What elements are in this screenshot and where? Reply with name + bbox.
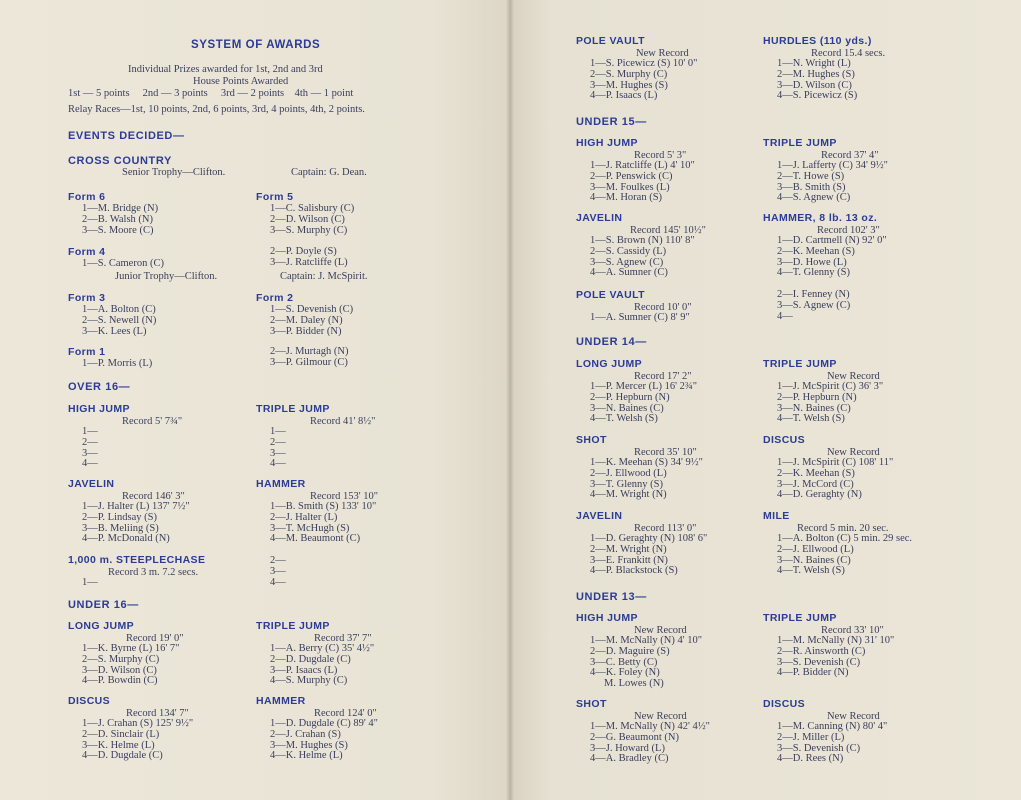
result-line: 4—K. Helme (L)	[270, 750, 343, 762]
points-line: 1st — 5 points 2nd — 3 points 3rd — 2 points 4th — 1 point	[68, 88, 354, 99]
relay-line: Relay Races—1st, 10 points, 2nd, 6 points, 3rd, 4 points, 4th, 2 points.	[68, 104, 365, 115]
event-name: SHOT	[576, 698, 607, 710]
result-line: 2—R. Ainsworth (C)	[777, 645, 866, 657]
cross-country-heading: CROSS COUNTRY	[68, 155, 172, 167]
event-record: Record 5' 3"	[634, 150, 687, 161]
u15-pole-vault-b	[763, 289, 850, 322]
u13-shot	[576, 698, 710, 765]
result-line: 4—M. Beaumont (C)	[270, 533, 361, 545]
result-line: 3—S. Moore (C)	[82, 224, 154, 236]
event-record: Record 102' 3"	[817, 225, 880, 236]
result-line: 1—A. Bolton (C)	[82, 304, 156, 315]
result-line: 1—M. Canning (N) 80' 4"	[777, 721, 888, 732]
junior-trophy: Junior Trophy—Clifton.	[115, 271, 218, 282]
result-line: 2—G. Beaumont (N)	[590, 731, 679, 743]
result-line: 3—J. Ratcliffe (L)	[270, 256, 348, 268]
result-line: 1—K. Meehan (S) 34' 9½"	[590, 457, 703, 468]
result-line: 3—P. Isaacs (L)	[270, 664, 338, 676]
events-decided-heading: EVENTS DECIDED—	[68, 130, 185, 142]
result-line: 4—	[270, 458, 286, 470]
result-line: 3—S. Devenish (C)	[777, 656, 861, 668]
result-line: 2—D. Maguire (S)	[590, 645, 670, 657]
form-label: Form 4	[68, 246, 106, 258]
result-line: 1—J. Ratcliffe (L) 4' 10"	[590, 160, 695, 171]
result-line: 4—D. Rees (N)	[777, 753, 844, 765]
result-line: 3—C. Betty (C)	[590, 656, 658, 668]
result-line: 2—K. Meehan (S)	[777, 245, 855, 257]
event-name: HAMMER	[256, 695, 306, 707]
result-line: 1—K. Byrne (L) 16' 7"	[82, 643, 180, 654]
result-line: 4—	[777, 310, 793, 322]
result-line: 2—J. Murtagh (N)	[270, 346, 349, 357]
intro-line: Individual Prizes awarded for 1st, 2nd and 3rd	[128, 64, 323, 75]
event-record: Record 113' 0"	[634, 523, 697, 534]
result-line: 4—A. Bradley (C)	[590, 753, 669, 765]
event-name: JAVELIN	[576, 510, 623, 522]
result-line: 2—M. Wright (N)	[590, 543, 667, 555]
u13-triple-jump	[763, 612, 894, 679]
over16-heading: OVER 16—	[68, 381, 131, 393]
event-name: LONG JUMP	[68, 620, 135, 632]
result-line: 1—	[82, 426, 98, 437]
u15-pole-vault	[576, 289, 692, 324]
result-line: 4—T. Welsh (S)	[777, 565, 845, 577]
form4b-block	[256, 246, 348, 269]
result-line: 3—K. Lees (L)	[82, 325, 147, 337]
result-line: 3—E. Frankitt (N)	[590, 554, 668, 566]
result-line: 3—N. Baines (C)	[777, 402, 851, 414]
form-label: Form 2	[256, 292, 294, 304]
result-line: 1—A. Bolton (C) 5 min. 29 sec.	[777, 533, 913, 544]
event-record: Record 153' 10"	[310, 491, 378, 502]
result-line: 1—S. Picewicz (S) 10' 0"	[590, 58, 698, 69]
form6-block	[68, 191, 158, 236]
u15-triple-jump	[763, 137, 888, 204]
result-line: 3—K. Helme (L)	[82, 739, 155, 751]
result-line: 1—S. Cameron (C)	[82, 258, 164, 269]
result-line: 3—N. Baines (C)	[590, 402, 664, 414]
result-line: 1—P. Morris (L)	[82, 358, 153, 369]
event-record: Record 41' 8½"	[310, 416, 376, 427]
u14-long-jump	[576, 358, 697, 425]
result-line: 2—P. Penswick (C)	[590, 170, 673, 182]
result-line: 1—S. Devenish (C)	[270, 304, 354, 315]
result-line: 2—P. Doyle (S)	[270, 246, 337, 257]
u16-hammer	[256, 695, 378, 762]
result-line: 2—I. Fenney (N)	[777, 289, 850, 300]
event-name: HIGH JUMP	[576, 137, 638, 149]
u14-discus	[763, 434, 893, 501]
result-line: 3—S. Agnew (C)	[590, 256, 664, 268]
result-line: 1—J. Crahan (S) 125' 9½"	[82, 718, 194, 729]
result-line: 2—J. Ellwood (L)	[590, 467, 667, 479]
result-line: 2—J. Miller (L)	[777, 731, 845, 743]
form5-block	[256, 191, 354, 236]
event-name: TRIPLE JUMP	[763, 358, 837, 370]
result-line: 3—J. McCord (C)	[777, 478, 854, 490]
u16-long-jump	[68, 620, 184, 687]
event-name: POLE VAULT	[576, 289, 645, 301]
result-line: 3—T. Glenny (S)	[590, 478, 664, 490]
event-name: HAMMER, 8 lb. 13 oz.	[763, 212, 878, 224]
event-record: Record 5' 7¾"	[122, 416, 183, 427]
result-line: 3—B. Smith (S)	[777, 181, 846, 193]
result-line: 1—D. Cartmell (N) 92' 0"	[777, 235, 887, 246]
result-line: 2—S. Murphy (C)	[82, 653, 160, 665]
event-record: Record 134' 7"	[126, 708, 189, 719]
result-line: 2—D. Sinclair (L)	[82, 728, 160, 740]
result-line: 1—A. Berry (C) 35' 4½"	[270, 643, 375, 654]
result-line: 4—S. Agnew (C)	[777, 192, 851, 204]
house-points-line: House Points Awarded	[193, 76, 289, 87]
result-line: 2—B. Walsh (N)	[82, 213, 153, 225]
result-line: 2—K. Meehan (S)	[777, 467, 855, 479]
junior-captain: Captain: J. McSpirit.	[280, 271, 368, 282]
form-label: Form 3	[68, 292, 106, 304]
o16-high-jump	[68, 403, 182, 470]
under14-heading: UNDER 14—	[576, 336, 647, 348]
event-name: HURDLES (110 yds.)	[763, 35, 872, 47]
result-line: 2—D. Wilson (C)	[270, 213, 345, 225]
result-line: 4—S. Murphy (C)	[270, 675, 348, 687]
event-name: LONG JUMP	[576, 358, 643, 370]
result-line: 2—	[270, 436, 286, 448]
event-name: DISCUS	[68, 695, 111, 707]
result-line: 4—A. Sumner (C)	[590, 267, 668, 279]
result-line: 1—A. Sumner (C) 8' 9"	[590, 312, 690, 323]
result-line: 4—P. McDonald (N)	[82, 533, 170, 545]
left-page	[0, 0, 510, 800]
event-name: HAMMER	[256, 478, 306, 490]
result-line: 4—S. Picewicz (S)	[777, 90, 858, 102]
result-line: 1—J. McSpirit (C) 36' 3"	[777, 381, 884, 392]
event-record: Record 146' 3"	[122, 491, 185, 502]
result-line: 1—	[270, 426, 286, 437]
event-name: SHOT	[576, 434, 607, 446]
result-line: 1—J. McSpirit (C) 108' 11"	[777, 457, 894, 468]
event-record: New Record	[634, 625, 687, 636]
result-line: 3—	[270, 565, 286, 577]
event-record: Record 33' 10"	[821, 625, 884, 636]
result-line: 4—T. Welsh (S)	[777, 413, 845, 425]
result-line: 3—M. Hughes (S)	[270, 739, 348, 751]
result-line: 1—D. Geraghty (N) 108' 6"	[590, 533, 708, 544]
result-line: 1—S. Brown (N) 110' 8"	[590, 235, 695, 246]
result-line: 4—P. Isaacs (L)	[590, 90, 658, 102]
event-record: Record 3 m. 7.2 secs.	[108, 567, 199, 578]
result-line: 2—P. Hepburn (N)	[590, 391, 670, 403]
result-line: 4—P. Bidder (N)	[777, 667, 849, 679]
result-line: 2—D. Dugdale (C)	[270, 653, 351, 665]
awards-title: SYSTEM OF AWARDS	[191, 39, 321, 51]
page-gutter	[506, 0, 514, 800]
result-line: 3—	[270, 447, 286, 459]
event-record: New Record	[827, 711, 880, 722]
under15-heading: UNDER 15—	[576, 116, 647, 128]
u16-triple-jump	[256, 620, 374, 687]
event-record: Record 5 min. 20 sec.	[797, 523, 889, 534]
event-name: JAVELIN	[576, 212, 623, 224]
result-line: 1—M. McNally (N) 31' 10"	[777, 635, 895, 646]
result-line: 1—M. McNally (N) 42' 4½"	[590, 721, 710, 732]
u15-hammer	[763, 212, 887, 279]
result-line: 3—S. Murphy (C)	[270, 224, 348, 236]
event-name: HIGH JUMP	[68, 403, 130, 415]
under13-heading: UNDER 13—	[576, 591, 647, 603]
event-record: Record 10' 0"	[634, 302, 692, 313]
right-page	[510, 0, 1021, 800]
event-name: POLE VAULT	[576, 35, 645, 47]
event-name: DISCUS	[763, 434, 806, 446]
o16-steeplechase-b	[256, 554, 286, 588]
event-name: TRIPLE JUMP	[763, 612, 837, 624]
o16-javelin	[68, 478, 190, 545]
result-line: 3—D. Howe (L)	[777, 256, 847, 268]
u14-javelin	[576, 510, 707, 577]
o16-hurdles	[763, 35, 885, 102]
form1b-block	[256, 346, 348, 369]
result-line: 4—P. Blackstock (S)	[590, 565, 678, 577]
event-record: Record 35' 10"	[634, 447, 697, 458]
event-record: New Record	[636, 48, 689, 59]
event-name: HIGH JUMP	[576, 612, 638, 624]
result-line: 4—T. Welsh (S)	[590, 413, 658, 425]
form4-block	[68, 246, 164, 270]
u15-javelin	[576, 212, 706, 279]
event-name: DISCUS	[763, 698, 806, 710]
event-record: Record 15.4 secs.	[811, 48, 886, 59]
event-name: MILE	[763, 510, 790, 522]
result-line: 4—K. Foley (N)	[590, 667, 660, 679]
result-line: 2—S. Murphy (C)	[590, 68, 668, 80]
result-line: 3—D. Wilson (C)	[82, 664, 157, 676]
o16-steeplechase	[68, 554, 205, 589]
event-record: Record 19' 0"	[126, 633, 184, 644]
result-line: 2—T. Howe (S)	[777, 170, 845, 182]
result-line: 2—P. Lindsay (S)	[82, 511, 157, 523]
result-line: 4—D. Dugdale (C)	[82, 750, 163, 762]
result-line: 2—S. Cassidy (L)	[590, 245, 667, 257]
result-line: 3—M. Hughes (S)	[590, 79, 668, 91]
result-line: M. Lowes (N)	[604, 678, 664, 690]
form1-block	[68, 346, 152, 370]
result-line: 1—J. Lafferty (C) 34' 9½"	[777, 160, 888, 171]
result-line: 4—D. Geraghty (N)	[777, 489, 862, 501]
senior-captain: Captain: G. Dean.	[291, 167, 367, 178]
event-record: Record 37' 7"	[314, 633, 372, 644]
result-line: 3—S. Devenish (C)	[777, 742, 861, 754]
result-line: 2—M. Daley (N)	[270, 314, 343, 326]
result-line: 3—T. McHugh (S)	[270, 522, 350, 534]
form-label: Form 1	[68, 346, 106, 358]
form2-block	[256, 292, 353, 337]
event-record: Record 37' 4"	[821, 150, 879, 161]
o16-triple-jump	[256, 403, 375, 470]
senior-trophy: Senior Trophy—Clifton.	[122, 167, 226, 178]
result-line: 4—T. Glenny (S)	[777, 267, 851, 279]
result-line: 3—J. Howard (L)	[590, 742, 665, 754]
form-label: Form 6	[68, 191, 106, 203]
result-line: 2—J. Crahan (S)	[270, 728, 341, 740]
event-name: 1,000 m. STEEPLECHASE	[68, 554, 206, 566]
event-record: New Record	[827, 447, 880, 458]
result-line: 1—M. Bridge (N)	[82, 203, 159, 214]
result-line: 3—N. Baines (C)	[777, 554, 851, 566]
u14-triple-jump	[763, 358, 883, 425]
result-line: 3—B. Meliing (S)	[82, 522, 159, 534]
result-line: 3—	[82, 447, 98, 459]
u15-high-jump	[576, 137, 695, 204]
u16-discus	[68, 695, 193, 762]
event-record: Record 124' 0"	[314, 708, 377, 719]
under16-heading: UNDER 16—	[68, 599, 139, 611]
u13-high-jump	[576, 612, 702, 690]
result-line: 2—J. Halter (L)	[270, 511, 338, 523]
event-name: TRIPLE JUMP	[763, 137, 837, 149]
result-line: 2—S. Newell (N)	[82, 314, 157, 326]
event-record: Record 145' 10½"	[630, 225, 706, 236]
result-line: 4—P. Bowdin (C)	[82, 675, 158, 687]
u14-mile	[763, 510, 912, 577]
form3-block	[68, 292, 156, 337]
u13-discus	[763, 698, 887, 765]
u14-shot	[576, 434, 703, 501]
event-name: TRIPLE JUMP	[256, 403, 330, 415]
result-line: 2—	[82, 436, 98, 448]
event-name: JAVELIN	[68, 478, 115, 490]
event-record: New Record	[827, 371, 880, 382]
result-line: 1—	[82, 577, 98, 588]
result-line: 1—N. Wright (L)	[777, 58, 851, 69]
result-line: 3—P. Bidder (N)	[270, 325, 342, 337]
result-line: 1—C. Salisbury (C)	[270, 203, 355, 214]
event-name: TRIPLE JUMP	[256, 620, 330, 632]
o16-pole-vault	[576, 35, 697, 102]
result-line: 3—M. Foulkes (L)	[590, 181, 670, 193]
result-line: 4—	[82, 458, 98, 470]
result-line: 3—D. Wilson (C)	[777, 79, 852, 91]
result-line: 1—M. McNally (N) 4' 10"	[590, 635, 703, 646]
form-label: Form 5	[256, 191, 294, 203]
result-line: 1—B. Smith (S) 133' 10"	[270, 501, 377, 512]
result-line: 2—	[270, 555, 286, 566]
result-line: 2—P. Hepburn (N)	[777, 391, 857, 403]
result-line: 4—M. Horan (S)	[590, 192, 663, 204]
event-record: New Record	[634, 711, 687, 722]
result-line: 3—S. Agnew (C)	[777, 299, 851, 311]
result-line: 3—P. Gilmour (C)	[270, 356, 348, 368]
o16-hammer	[256, 478, 378, 545]
result-line: 4—M. Wright (N)	[590, 489, 667, 501]
result-line: 2—M. Hughes (S)	[777, 68, 855, 80]
result-line: 1—P. Mercer (L) 16' 2¾"	[590, 381, 698, 392]
result-line: 4—	[270, 576, 286, 588]
result-line: 2—J. Ellwood (L)	[777, 543, 854, 555]
result-line: 1—J. Halter (L) 137' 7½"	[82, 501, 190, 512]
result-line: 1—D. Dugdale (C) 89' 4"	[270, 718, 378, 729]
event-record: Record 17' 2"	[634, 371, 692, 382]
